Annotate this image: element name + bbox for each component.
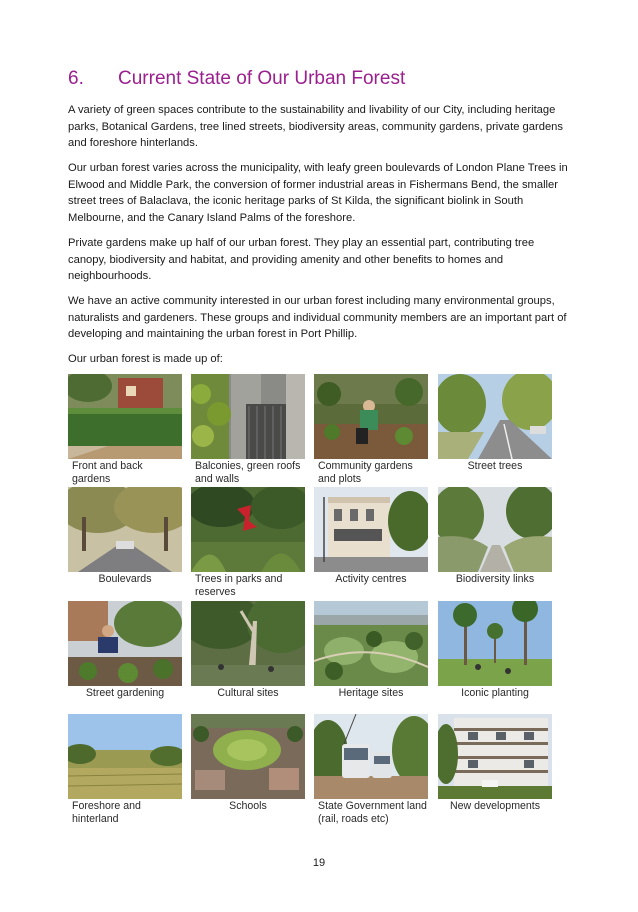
- green-wall-photo: [191, 374, 305, 459]
- school-aerial-photo: [191, 714, 305, 799]
- tile-caption: Cultural sites: [217, 687, 279, 699]
- paragraph-municipality: Our urban forest varies across the municipality, with leafy green boulevards of London Plane Trees in Elwood and Middle Park, the conversion of former industrial areas in Fishermans Bend, the smaller street trees of Balaclava, the iconic heritage parks of St Kilda, the significant biolink in South Melbourne, and the Canary Island Palms of the foreshore.: [68, 162, 568, 224]
- tram-line-photo: [314, 714, 428, 799]
- tile-caption: Activity centres: [335, 573, 407, 585]
- section-number: 6.: [68, 68, 84, 89]
- garden-hedge-photo: [68, 374, 182, 459]
- tile-caption: Boulevards: [98, 573, 152, 585]
- cultural-site-photo: [191, 601, 305, 686]
- activity-centre-photo: [314, 487, 428, 572]
- paragraph-community: We have an active community interested in our urban forest including many environmental groups, naturalists and gardeners. These groups and individual community members are an important part of developing and maintaining the urban forest in Port Phillip.: [68, 295, 567, 340]
- foreshore-photo: [68, 714, 182, 799]
- tile-caption: Heritage sites: [338, 687, 404, 699]
- new-development-photo: [438, 714, 552, 799]
- section-heading: [68, 68, 405, 90]
- tile-caption: Iconic planting: [461, 687, 529, 699]
- tile-caption: Biodiversity links: [455, 573, 535, 585]
- tile-caption: Street gardening: [85, 687, 165, 699]
- street-trees-photo: [438, 374, 552, 459]
- heritage-aerial-photo: [314, 601, 428, 686]
- paragraph-private-gardens: Private gardens make up half of our urban forest. They play an essential part, contributing tree canopy, biodiversity and habitat, and providing amenity and other benefits to homes and neighbourhoods.: [68, 237, 535, 282]
- community-garden-photo: [314, 374, 428, 459]
- paragraph-green-spaces: A variety of green spaces contribute to the sustainability and livability of our City, including heritage parks, Botanical Gardens, tree lined streets, biodiversity areas, community gardens, private gardens and foreshore hinterlands.: [68, 104, 563, 149]
- palm-trees-photo: [438, 601, 552, 686]
- page-number: 19: [312, 857, 326, 869]
- tile-caption: Trees in parks and reserves: [195, 573, 283, 598]
- biodiversity-path-photo: [438, 487, 552, 572]
- tile-caption: Schools: [229, 800, 267, 812]
- tile-caption: Foreshore and hinterland: [72, 800, 141, 825]
- tile-caption: State Government land (rail, roads etc): [318, 800, 427, 825]
- tile-caption: Community gardens and plots: [318, 460, 413, 485]
- section-title: Current State of Our Urban Forest: [118, 68, 406, 89]
- tile-caption: Street trees: [467, 460, 523, 472]
- park-sculpture-photo: [191, 487, 305, 572]
- tile-caption: New developments: [449, 800, 541, 812]
- boulevard-photo: [68, 487, 182, 572]
- paragraph-made-up-of: Our urban forest is made up of:: [68, 353, 223, 365]
- tile-caption: Front and back gardens: [72, 460, 143, 485]
- tile-caption: Balconies, green roofs and walls: [195, 460, 301, 485]
- street-gardening-photo: [68, 601, 182, 686]
